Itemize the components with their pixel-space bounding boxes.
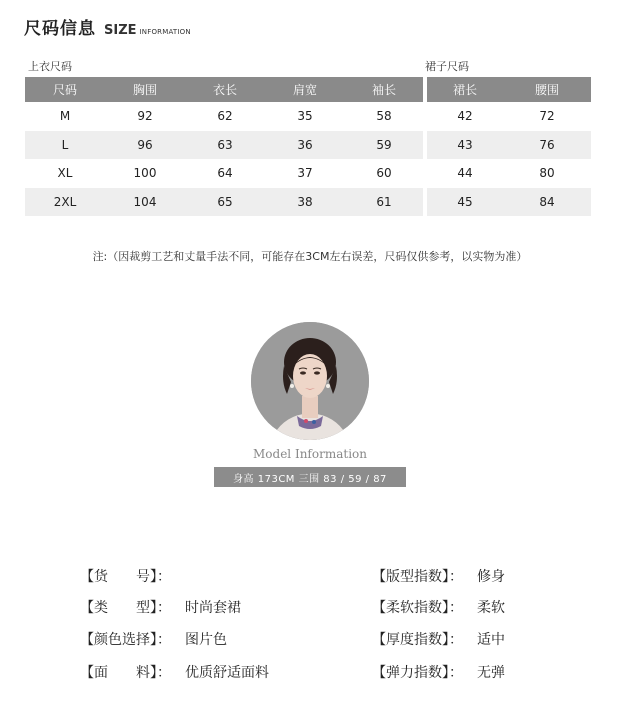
- table-cell: 65: [185, 188, 265, 217]
- table-row: [427, 131, 591, 160]
- table-cell: 104: [105, 188, 185, 217]
- table-cell: 58: [376, 109, 392, 124]
- table-cell: 80: [539, 166, 555, 181]
- table-cell: 38: [265, 188, 345, 217]
- table-row: [427, 102, 591, 131]
- model-portrait-image: [251, 322, 369, 440]
- column-header: 衣长: [185, 77, 265, 102]
- table-header-row: [25, 77, 423, 102]
- table-cell: 43: [427, 131, 503, 160]
- table-cell: 2XL: [25, 188, 105, 217]
- info-item-softness: [372, 597, 505, 617]
- table-cell: 92: [137, 109, 153, 124]
- table-cell: M: [59, 109, 71, 124]
- table-header-row: [427, 77, 591, 102]
- info-value: 修身: [477, 569, 505, 585]
- title-en: SIZE: [104, 23, 137, 38]
- info-key: 【弹力指数】：: [372, 665, 463, 681]
- table-cell: 35: [297, 109, 313, 124]
- info-key: 【颜色选择】：: [80, 632, 171, 648]
- info-key: 【厚度指数】：: [372, 632, 463, 648]
- table-cell: 44: [457, 166, 473, 181]
- info-value: 柔软: [477, 600, 505, 616]
- info-value: 优质舒适面料: [185, 665, 269, 681]
- table-row: [25, 102, 423, 131]
- info-value: 图片色: [185, 632, 227, 648]
- info-item-fabric: [80, 662, 269, 682]
- table-cell: 59: [345, 131, 423, 160]
- info-value: 适中: [477, 632, 505, 648]
- table-cell: 84: [503, 188, 591, 217]
- table-cell: 100: [133, 166, 157, 181]
- info-value: 时尚套裙: [185, 600, 241, 616]
- table-cell: 63: [185, 131, 265, 160]
- info-key: 【版型指数】：: [372, 569, 463, 585]
- skirt-size-label: 裙子尺码: [425, 60, 469, 73]
- table-cell: 62: [217, 109, 233, 124]
- column-header: 胸围: [105, 77, 185, 102]
- info-item-fit: [372, 566, 505, 586]
- table-cell: L: [25, 131, 105, 160]
- table-cell: 45: [427, 188, 503, 217]
- table-cell: 37: [297, 166, 313, 181]
- column-header: 裙长: [427, 77, 503, 102]
- model-avatar: [251, 322, 369, 440]
- table-cell: 42: [457, 109, 473, 124]
- size-note: 注:（因裁剪工艺和丈量手法不同，可能存在3CM左右误差，尺码仅供参考，以实物为准）: [92, 250, 528, 263]
- info-key: 【柔软指数】：: [372, 600, 463, 616]
- table-row: [427, 159, 591, 188]
- table-cell: 96: [105, 131, 185, 160]
- top-size-table: [25, 77, 423, 216]
- info-item-color: [80, 629, 227, 649]
- column-header: 尺码: [25, 77, 105, 102]
- table-row: [25, 131, 423, 160]
- column-header: 袖长: [345, 77, 423, 102]
- column-header: 肩宽: [265, 77, 345, 102]
- table-cell: 64: [217, 166, 233, 181]
- skirt-size-table: [427, 77, 591, 216]
- title-sub: INFORMATION: [139, 28, 191, 36]
- table-cell: 61: [345, 188, 423, 217]
- column-header: 腰围: [503, 77, 591, 102]
- info-item-thickness: [372, 629, 505, 649]
- table-row: [427, 188, 591, 217]
- model-info-title: Model Information: [253, 447, 367, 461]
- table-cell: 36: [265, 131, 345, 160]
- table-cell: 76: [503, 131, 591, 160]
- title-zh: 尺码信息: [24, 19, 96, 39]
- info-item-type: [80, 597, 241, 617]
- table-row: [25, 159, 423, 188]
- table-cell: XL: [57, 166, 73, 181]
- table-cell: 60: [376, 166, 392, 181]
- table-row: [25, 188, 423, 217]
- info-item-sku: [80, 566, 185, 586]
- info-key: 【货 号】：: [80, 569, 171, 585]
- model-stats-bar: 身高 173CM 三围 83 / 59 / 87: [214, 467, 406, 487]
- page-title: [24, 14, 191, 38]
- info-key: 【类 型】：: [80, 600, 171, 616]
- top-size-label: 上衣尺码: [28, 60, 72, 73]
- info-item-elasticity: [372, 662, 505, 682]
- info-key: 【面 料】：: [80, 665, 171, 681]
- table-cell: 72: [539, 109, 555, 124]
- info-value: 无弹: [477, 665, 505, 681]
